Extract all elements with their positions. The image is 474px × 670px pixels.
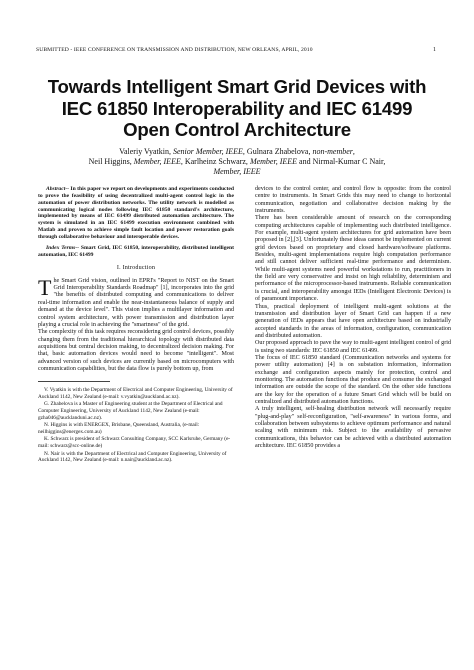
title-line: Open Control Architecture [123, 119, 351, 140]
author-sep: , [352, 147, 355, 156]
author-name: , Karlheinz Schwarz, [180, 157, 250, 167]
body-paragraph: Thus, practical deployment of intelligent multi-agent solutions at the transmission and distribution layer of Smart Grid can happen if a new generation of IEDs appears that have open architecture based on industrially accepted standards in the areas of information, configuration, communication and distributed automation. [255, 303, 451, 339]
author-role: Member, IEEE [133, 157, 181, 167]
index-terms [38, 245, 234, 259]
drop-cap: T [38, 274, 52, 300]
footnote: N. Nair is with the Department of Electrical and Computer Engineering, University of Auckland 1142, New Zealand (e-mail: n.nair@auckland.ac.nz). [38, 450, 227, 464]
body-paragraph: A truly intelligent, self-healing distribution network will necessarily require "plug-and-play" self-reconfiguration, "self-awareness" in various forms, and collaboration between subsystems to achieve optimum performance and natural scaling with minimum risk. Subject to the availability of pervasive communications, this behavior can be achieved with a distributed automation architecture. IEC 61850 provides a [255, 406, 451, 450]
intro-paragraph [38, 274, 234, 329]
author-line [40, 167, 434, 177]
left-column [38, 186, 234, 464]
paper-title [40, 76, 434, 141]
author-name: Valeriy Vyatkin, [119, 147, 173, 156]
author-line [40, 147, 434, 157]
abstract [38, 186, 234, 241]
author-role: non-member [312, 147, 353, 156]
section-heading: I. Introduction [116, 265, 156, 272]
author-role: Senior Member, IEEE [172, 147, 243, 156]
footnote: V. Vyatkin is with the Department of Electrical and Computer Engineering, University of Auckland 1142, New Zealand (e-mail: v.vyatkin@auckland.ac.nz). [38, 387, 233, 400]
index-terms-text: -- Smart Grid, IEC 61850, interoperability, distributed intelligent automation, IEC 61499 [38, 244, 234, 258]
author-name: , Gulnara Zhabelova, [242, 147, 313, 156]
footnote: G. Zhabelova is a Master of Engineering student at the Department of Electrical and Computer Engineering, University of Auckland 1142, New Zealand (e-mail: gzha046@aucklanduni.ac.nz). [38, 401, 223, 421]
author-name: Neil Higgins, [88, 157, 134, 167]
author-line [40, 157, 434, 167]
body-paragraph: devices to the control center, and control flow is opposite: from the control centre to instruments. In Smart Grids this may need to change to horizontal communication, negotiation and collaborative decision making by the instruments. [255, 186, 451, 215]
body-paragraph: The focus of IEC 61850 standard (Communication networks and systems for power utility automation) [4] is on substation information, information exchange and configuration aspects mainly for protection, control and monitoring. The automation functions that produce and consume the exchanged information are outside the scope of the standard. On the other side functions are the key for the operation of a future Smart Grid which will be build on centralized and distributed automation functions. [255, 354, 451, 405]
intro-text: he Smart Grid vision, outlined in EPRI's "Report to NIST on the Smart Grid Interoperability Standards Roadmap" [1], incorporates into the grid "the benefits of distributed computing and communications to deliver real-time information and enable the near-instantaneous balance of supply and demand at the device level". This vision implies a multilayer information and control system architecture, with power transmission and distribution layer playing a crucial role in achieving the "smartness" of the grid. [38, 277, 234, 328]
right-column [255, 186, 451, 450]
footnote: N. Higgins is with ENERGEX, Brisbane, Queensland, Australia, (e-mail: neilhiggins@energex.com.au) [38, 422, 200, 435]
running-header: SUBMITTED - IEEE CONFERENCE ON TRANSMISSION AND DISTRIBUTION, NEW ORLEANS, APRIL, 2010 [36, 47, 313, 53]
footnote-divider [38, 381, 110, 382]
footnote: K. Schwarz is president of Schwarz Consulting Company, SCC Karlsruhe, Germany (e-mail: schwarz@scc-online.de) [38, 436, 231, 449]
abstract-label: Abstract [46, 186, 66, 192]
abstract-text: -- In this paper we report on developments and experiments conducted to prove the feasibility of using decentralized multi-agent control logic in the automation of power distribution networks. The utility network is modelled as communicating logical nodes following IEC 61850 standard's architecture, implemented by means of IEC 61499 distributed automation architecture. The system is simulated in an IEC 61499 execution environment combined with Matlab and proven to achieve simple fault location and power restoration goals through collaborative behaviour and interoperable devices. [38, 186, 234, 240]
title-line: Towards Intelligent Smart Grid Devices with [47, 76, 427, 97]
author-block [40, 147, 434, 178]
body-paragraph: There has been considerable amount of research on the corresponding computing architectures capable of implementing such distributed intelligence. For example, multi-agent system architectures for grid automation have been proposed in [2],[3]. Unfortunately these ideas cannot be implemented on current grid devices based on proprietary and closed hardware/software platforms. Besides, multi-agent implementations require high computation performance and still cannot deliver sufficient real-time performance and determinism. While multi-agent systems need powerful workstations to run, practitioners in the field are very conservative and insist on high reliability, determinism and performance of the microprocessor-based instruments. Reliable communication is crucial, and interoperability amongst IEDs (Intelligent Electronic Devices) is of paramount importance. [255, 215, 451, 303]
page-number: 1 [433, 47, 436, 53]
author-role: Member, IEEE [249, 157, 298, 167]
body-paragraph: Our proposed approach to pave the way to multi-agent intelligent control of grid is using two standards: IEC 61850 and IEC 61499. [255, 340, 451, 354]
title-line: IEC 61850 Interoperability and IEC 61499 [61, 97, 413, 119]
author-role: Member, IEEE [213, 167, 261, 177]
index-terms-label: Index Terms [46, 244, 76, 251]
author-name: and Nirmal-Kumar C Nair, [297, 157, 386, 167]
body-paragraph: The complexity of this task requires reconsidering grid control devices, possibly changing them from the traditional hierarchical topology with distributed data acquisitions but central decision making, to decentralized decision making. For that, basic automation devices would need to become "intelligent". Most advanced version of such devices are currently based on microcomputers with communication capabilities, but the data flow is purely bottom up, from [38, 329, 234, 372]
